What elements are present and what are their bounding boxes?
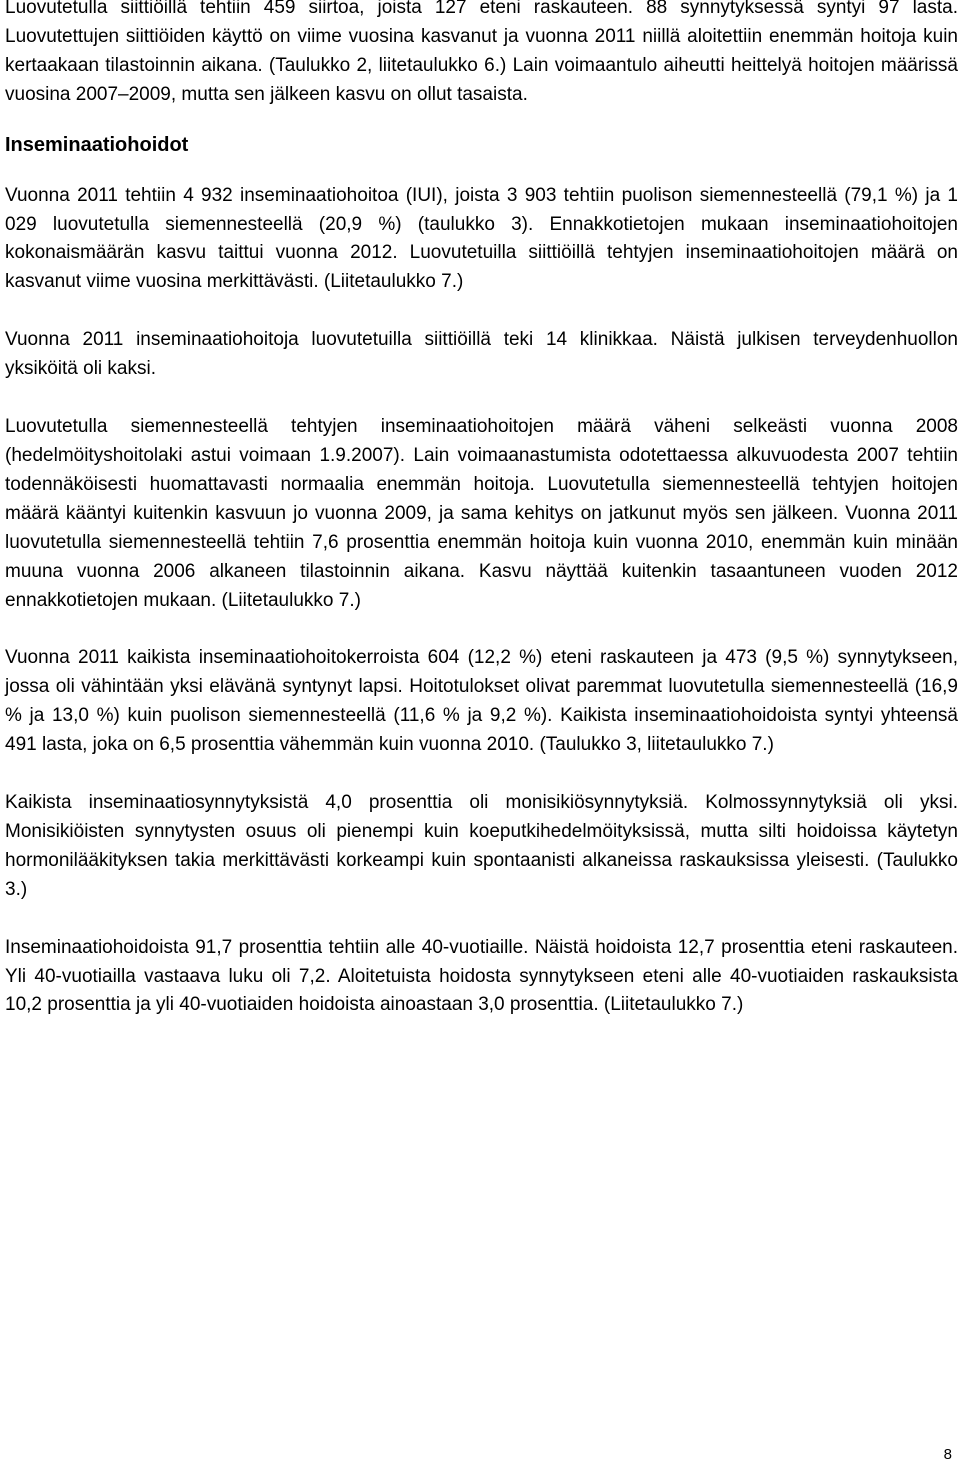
paragraph-multiple-births: Kaikista inseminaatiosynnytyksistä 4,0 prosenttia oli monisikiösynnytyksiä. Kolmossynnytyksiä oli yksi. Monisikiöisten synnytysten osuus oli pienempi kuin koeputkihedelmöityksissä, mutta silti hoidoissa käytetyn hormonilääkityksen takia merkittävästi korkeampi kuin spontaanisti alkaneissa raskauksissa yleisesti. (Taulukko 3.)	[5, 792, 958, 900]
document-page	[5, 0, 958, 1020]
paragraph-outcomes: Vuonna 2011 kaikista inseminaatiohoitokerroista 604 (12,2 %) eteni raskauteen ja 473 (9,5 %) synnytykseen, jossa oli vähintään yksi elävänä syntynyt lapsi. Hoitotulokset olivat paremmat luovutetulla siemennesteellä (16,9 % ja 13,0 %) kuin puolison siemennesteellä (11,6 % ja 9,2 %). Kaikista inseminaatiohoidoista syntyi yhteensä 491 lasta, joka on 6,5 prosenttia vähemmän kuin vuonna 2010. (Taulukko 3, liitetaulukko 7.)	[5, 647, 958, 756]
paragraph-donor-sperm-transfers: Luovutetulla siittiöillä tehtiin 459 siirtoa, joista 127 eteni raskauteen. 88 synnytyksessä syntyi 97 lasta. Luovutettujen siittiöiden käyttö on viime vuosina kasvanut ja vuonna 2011 niillä aloitettiin enemmän hoitoja kuin kertaakaan tilastoinnin aikana. (Taulukko 2, liitetaulukko 6.) Lain voimaantulo aiheutti heittelyä hoitojen määrissä vuosina 2007–2009, mutta sen jälkeen kasvu on ollut tasaista.	[5, 0, 958, 105]
section-heading: Inseminaatiohoidot	[5, 133, 189, 156]
paragraph-iui-totals: Vuonna 2011 tehtiin 4 932 inseminaatiohoitoa (IUI), joista 3 903 tehtiin puolison siemennesteellä (79,1 %) ja 1 029 luovutetulla siemennesteellä (20,9 %) (taulukko 3). Ennakkotietojen mukaan inseminaatiohoitojen kokonaismäärän kasvu taittui vuonna 2012. Luovutetuilla siittiöillä tehtyjen inseminaatiohoitojen määrä on kasvanut viime vuosina merkittävästi. (Liitetaulukko 7.)	[5, 184, 958, 293]
paragraph-clinics: Vuonna 2011 inseminaatiohoitoja luovutetuilla siittiöillä teki 14 klinikkaa. Näistä julkisen terveydenhuollon yksiköitä oli kaksi.	[5, 329, 958, 380]
paragraph-age-groups: Inseminaatiohoidoista 91,7 prosenttia tehtiin alle 40-vuotiaille. Näistä hoidoista 12,7 prosenttia eteni raskauteen. Yli 40-vuotiailla vastaava luku oli 7,2. Aloitetuista hoidosta synnytykseen eteni alle 40-vuotiaiden raskauksista 10,2 prosenttia ja yli 40-vuotiaiden hoidoista ainoastaan 3,0 prosenttia. (Liitetaulukko 7.)	[5, 936, 958, 1016]
page-number: 8	[943, 1446, 952, 1463]
paragraph-legislation-effect: Luovutetulla siemennesteellä tehtyjen inseminaatiohoitojen määrä väheni selkeästi vuonna 2008 (hedelmöityshoitolaki astui voimaan 1.9.2007). Lain voimaanastumista odotettaessa alkuvuodesta 2007 tehtiin todennäköisesti huomattavasti normaalia enemmän hoitoja. Luovutetulla siemennesteellä tehtyjen hoitojen määrä kääntyi kuitenkin kasvuun jo vuonna 2009, ja sama kehitys on jatkunut myös sen jälkeen. Vuonna 2011 luovutetulla siemennesteellä tehtiin 7,6 prosenttia enemmän hoitoja kuin vuonna 2010, enemmän kuin minään muuna vuonna 2006 alkaneen tilastoinnin aikana. Kasvu näyttää kuitenkin tasaantuneen vuoden 2012 ennakkotietojen mukaan. (Liitetaulukko 7.)	[5, 416, 958, 611]
